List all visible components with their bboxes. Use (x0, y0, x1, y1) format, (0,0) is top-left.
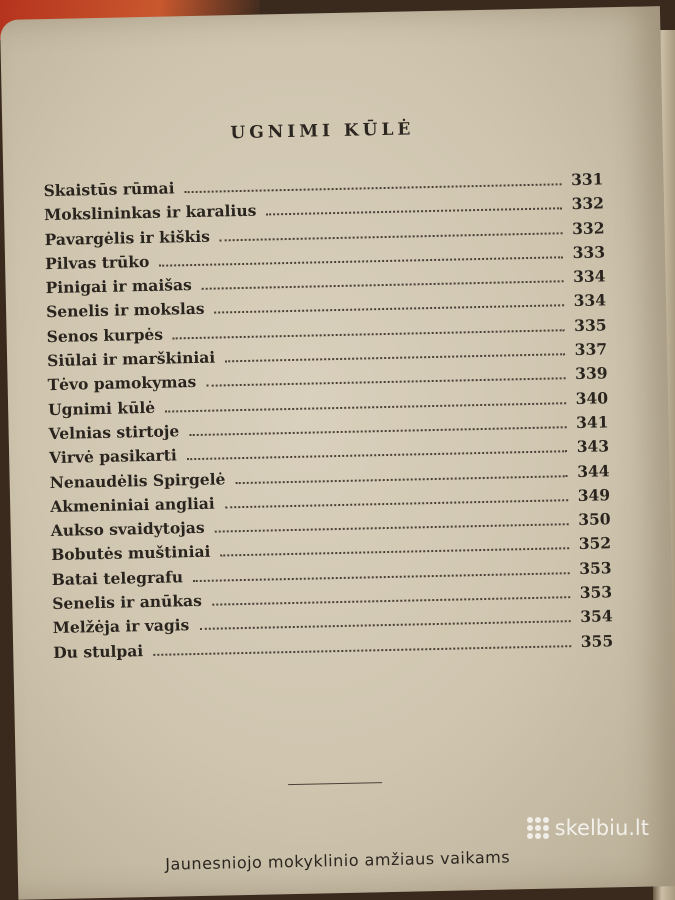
leader-dots (185, 183, 562, 193)
toc-page: 334 (572, 266, 606, 287)
toc-title: Senelis ir mokslas (45, 299, 205, 322)
leader-dots (187, 450, 567, 460)
toc-title: Pinigai ir maišas (45, 275, 192, 298)
toc-title: Akmeniniai angliai (49, 493, 215, 516)
toc-title: Siūlai ir marškiniai (46, 347, 216, 371)
watermark (527, 816, 649, 840)
watermark-text: skelbiu.lt (554, 816, 649, 840)
toc-title: Bobutės muštiniai (51, 542, 211, 565)
divider (288, 782, 382, 785)
toc-title: Batai telegrafu (51, 567, 184, 589)
dots-logo-icon (527, 817, 549, 839)
toc-title: Aukso svaidytojas (50, 517, 205, 541)
toc-title: Mokslininkas ir karalius (43, 200, 257, 225)
toc-page: 352 (578, 533, 612, 554)
toc-page: 334 (573, 290, 607, 311)
leader-dots (225, 499, 568, 508)
toc-page: 355 (580, 630, 614, 651)
leader-dots (189, 426, 566, 436)
leader-dots (173, 329, 565, 339)
toc-page: 353 (579, 582, 613, 603)
toc-page: 353 (579, 558, 612, 578)
toc-title: Ugnimi kūlė (47, 397, 156, 419)
toc-title: Tėvo pamokymas (47, 372, 197, 395)
leader-dots (153, 645, 571, 656)
toc-title: Pilvas trūko (44, 251, 150, 273)
leader-dots (202, 280, 564, 290)
toc-page: 354 (580, 606, 613, 627)
audience-note: Jaunesniojo mokyklinio amžiaus vaikams (165, 847, 511, 874)
toc-page: 333 (572, 242, 606, 262)
leader-dots (220, 548, 569, 557)
leader-dots (235, 475, 567, 484)
toc-title: Pavargėlis ir kiškis (44, 226, 211, 249)
leader-dots (206, 378, 565, 388)
toc-title: Skaistūs rūmai (43, 178, 175, 201)
toc-page: 332 (571, 193, 605, 214)
toc-title: Melžėja ir vagis (52, 615, 190, 638)
toc-page: 331 (570, 169, 604, 190)
toc-page: 340 (575, 388, 609, 408)
toc-page: 350 (578, 509, 611, 530)
toc-page: 343 (576, 436, 610, 457)
leader-dots (215, 523, 569, 532)
toc-page: 332 (571, 217, 605, 238)
toc-title: Virvė pasikarti (48, 445, 177, 468)
toc-title: Velnias stirtoje (48, 421, 180, 444)
leader-dots (266, 208, 562, 216)
toc-page: 344 (577, 460, 610, 481)
toc-title: Senelis ir anūkas (52, 590, 203, 614)
leader-dots (165, 402, 566, 412)
leader-dots (199, 621, 570, 631)
page-title: UGNIMI KŪLĖ (230, 119, 415, 144)
leader-dots (215, 305, 565, 314)
toc-title: Du stulpai (53, 640, 144, 662)
toc-page: 337 (574, 339, 608, 360)
toc-page: 341 (575, 412, 609, 432)
table-of-contents (43, 169, 613, 667)
leader-dots (220, 232, 563, 241)
toc-title: Senos kurpės (46, 324, 164, 346)
leader-dots (225, 353, 565, 362)
leader-dots (193, 572, 570, 582)
toc-page: 349 (577, 485, 611, 505)
toc-page: 339 (574, 363, 608, 384)
leader-dots (212, 596, 570, 606)
book-page (0, 6, 675, 900)
toc-title: Nenaudėlis Spirgelė (49, 468, 226, 492)
toc-page: 335 (573, 315, 607, 335)
leader-dots (159, 256, 563, 266)
